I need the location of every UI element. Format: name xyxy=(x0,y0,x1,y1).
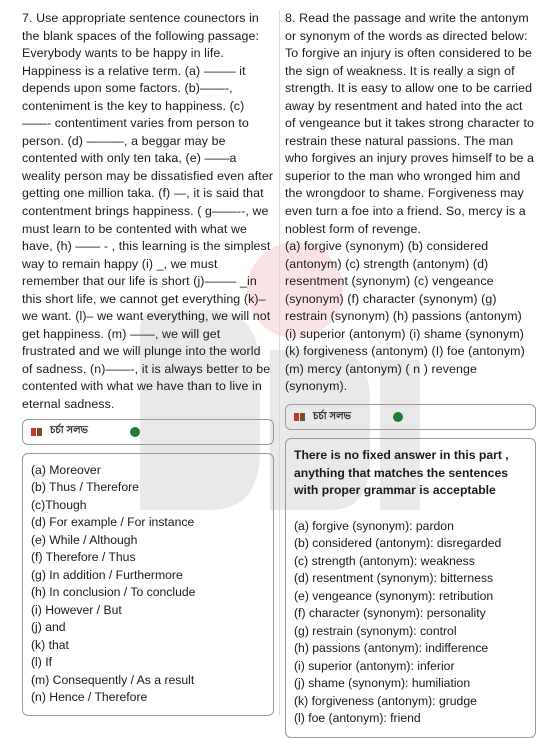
column-divider xyxy=(279,10,280,715)
answer-line: (i) superior (antonym): inferior xyxy=(294,658,455,673)
answer-line: (a) forgive (synonym): pardon xyxy=(294,518,454,533)
answer-line: (c) strength (antonym): weakness xyxy=(294,553,475,568)
question-8-text: 8. Read the passage and write the antonym or synonym of the words as directed below: To forgive an injury is often considered to be the sign of weakness. It is really a sign of strength. It is easy to allow one to be carried away by resentment and hated into the act of vengeance but it takes strong character to restrain these natural passions. The man who forgives an injury proves himself to be a superior to the man who wronged him and the wrongdoor to shame. Forgiveness may even turn a foe into a friend. So, mercy is a noblest form of revenge. xyxy=(285,11,535,236)
answer-line: (j) shame (synonym): humiliation xyxy=(294,676,471,691)
answer-note: There is no fixed answer in this part , anything that matches the sentences with proper grammar is acceptable xyxy=(294,448,509,498)
answer-line: (c)Though xyxy=(31,497,87,512)
answer-line: (d) resentment (synonym): bitterness xyxy=(294,571,494,586)
status-dot xyxy=(393,412,403,422)
practice-solve-tag xyxy=(285,404,536,430)
answer-line: (h) passions (antonym): indifference xyxy=(294,641,489,656)
practice-solve-tag xyxy=(22,419,274,445)
answer-line: (f) Therefore / Thus xyxy=(31,550,136,565)
answer-line: (f) character (synonym): personality xyxy=(294,606,486,621)
answer-line: (m) Consequently / As a result xyxy=(31,672,195,687)
answer-line: (e) vengeance (synonym): retribution xyxy=(294,588,494,603)
question-8-column xyxy=(285,10,536,738)
answer-line: (l) foe (antonym): friend xyxy=(294,711,421,726)
book-icon xyxy=(294,412,305,422)
answer-box-q8 xyxy=(285,438,536,738)
answer-line: (n) Hence / Therefore xyxy=(31,690,148,705)
question-7-column xyxy=(22,10,274,716)
answer-line: (g) In addition / Furthermore xyxy=(31,567,183,582)
tag-label: চর্চা সলভ xyxy=(313,410,351,422)
answer-line: (e) While / Although xyxy=(31,532,138,547)
answer-line: (k) that xyxy=(31,637,69,652)
answer-line: (h) In conclusion / To conclude xyxy=(31,585,196,600)
status-dot xyxy=(130,427,140,437)
answer-line: (l) If xyxy=(31,655,52,670)
answer-line: (a) Moreover xyxy=(31,462,101,477)
book-icon xyxy=(31,427,42,437)
answer-line: (d) For example / For instance xyxy=(31,515,195,530)
answer-line: (j) and xyxy=(31,620,66,635)
answer-line: (k) forgiveness (antonym): grudge xyxy=(294,693,477,708)
answer-line: (b) Thus / Therefore xyxy=(31,480,139,495)
answer-line: (g) restrain (synonym): control xyxy=(294,623,457,638)
answer-line: (i) However / But xyxy=(31,602,122,617)
tag-label: চর্চা সলভ xyxy=(50,425,88,437)
answer-line: (b) considered (antonym): disregarded xyxy=(294,536,502,551)
answer-box-q7 xyxy=(22,453,274,716)
question-8-directions: (a) forgive (synonym) (b) considered (antonym) (c) strength (antonym) (d) resentment (synonym) (c) vengeance (synonym) (f) character (synonym) (g) restrain (synonym) (h) passions (antonym) (i) superior (antonym) (i) shame (synonym) (k) forgiveness (antonym) (I) foe (antonym) (m) mercy (antonym) ( n ) revenge (synonym). xyxy=(285,239,525,394)
question-7-text: 7. Use appropriate sentence counectors in the blank spaces of the following passage: Everybody wants to be happy in life. Happiness is a relative term. (a) ——– it depends upon some factors. (b)——-, conteniment is the key to happiness. (c) ——- contentiment varies from person to person. (d) ———, a beggar may be contented with only ten taka, (e) ——a weality person may be dissatisfied even after getting one million taka. (f) —, it is said that contentment brings happiness. ( g——--, we must learn to be contented with what we have, (h) —— - , this learning is the simplest way to remain happy (i) _, we must remember that our life is short (j)——– _in this short life, we cannot get everything (k)– we want. (l)– we want everything, we will not get happiness. (m) ——, we will get frustrated and we will plunge into the world of sadness. (n)——-, it is always better to be contented with what we have than to live in eternal sadness. xyxy=(22,11,274,412)
